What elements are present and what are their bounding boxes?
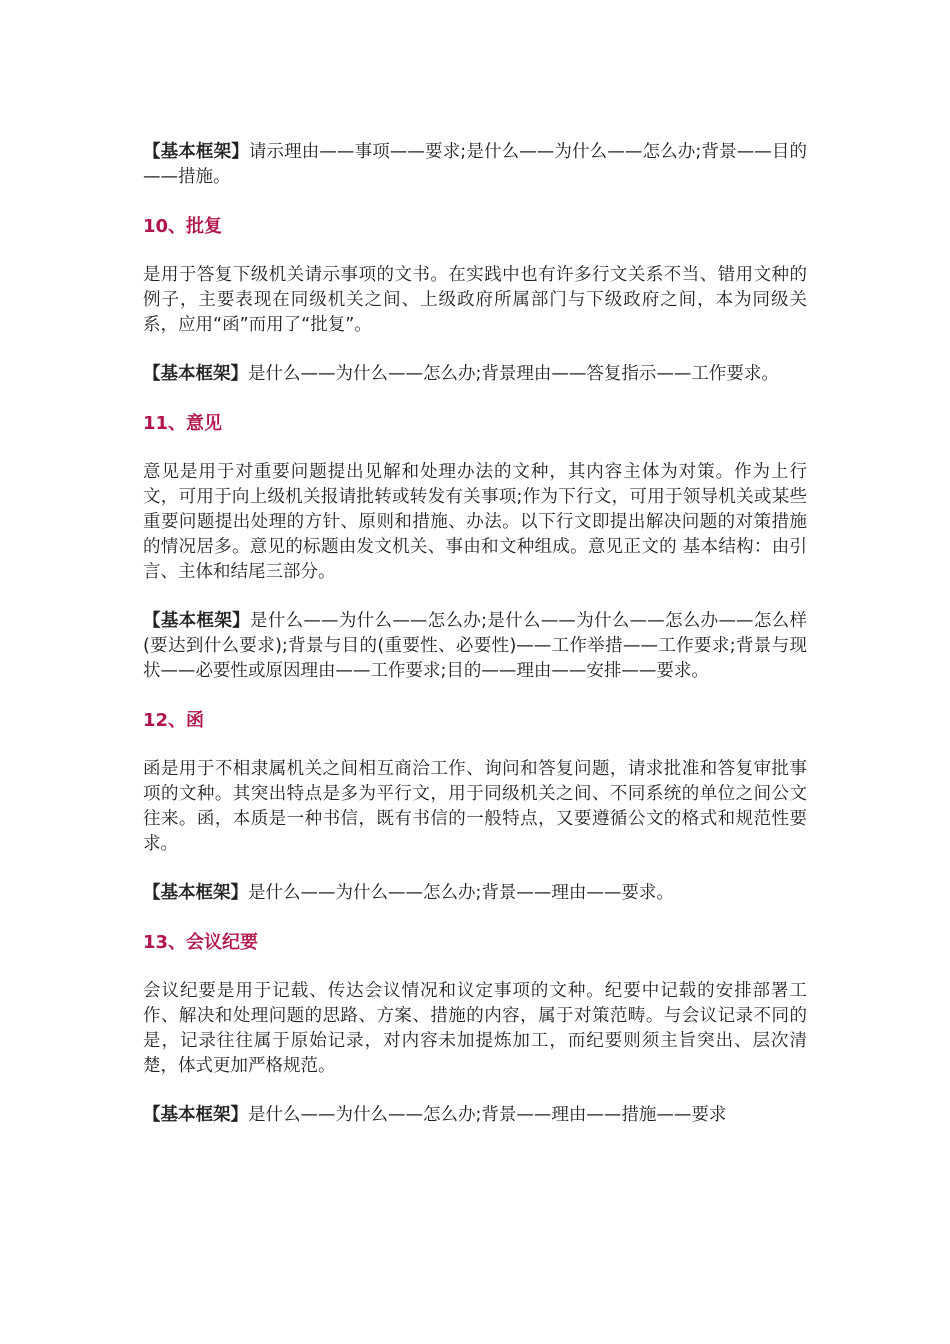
framework-text: 是什么——为什么——怎么办;背景——理由——措施——要求 xyxy=(248,1105,727,1125)
document-page xyxy=(143,140,807,1152)
body-paragraph: 意见是用于对重要问题提出见解和处理办法的文种，其内容主体为对策。作为上行文，可用于向上级机关报请批转或转发有关事项;作为下行文，可用于领导机关或某些重要问题提出处理的方针、原则和措施、办法。以下行文即提出解决问题的对策措施的情况居多。意见的标题由发文机关、事由和文种组成。意见正文的 基本结构：由引言、主体和结尾三部分。 xyxy=(143,462,807,582)
framework-label: 【基本框架】 xyxy=(143,883,248,903)
framework-text: 是什么——为什么——怎么办;是什么——为什么——怎么办——怎么样(要达到什么要求);背景与目的(重要性、必要性)——工作举措——工作要求;背景与现状——必要性或原因理由——工作要求;目的——理由——安排——要求。 xyxy=(143,611,808,681)
framework-paragraph xyxy=(143,140,807,190)
framework-text: 请示理由——事项——要求;是什么——为什么——怎么办;背景——目的——措施。 xyxy=(143,142,807,187)
framework-paragraph xyxy=(143,881,807,906)
body-paragraph: 是用于答复下级机关请示事项的文书。在实践中也有许多行文关系不当、错用文种的例子，主要表现在同级机关之间、上级政府所属部门与下级政府之间，本为同级关系，应用“函”而用了“批复”。 xyxy=(143,265,807,335)
framework-paragraph xyxy=(143,1103,807,1128)
section-heading-10: 10、批复 xyxy=(143,216,223,237)
body-paragraph: 会议纪要是用于记载、传达会议情况和议定事项的文种。纪要中记载的安排部署工作、解决和处理问题的思路、方案、措施的内容，属于对策范畴。与会议记录不同的是，记录往往属于原始记录，对内容未加提炼加工，而纪要则须主旨突出、层次清楚，体式更加严格规范。 xyxy=(143,981,807,1076)
body-paragraph: 函是用于不相隶属机关之间相互商洽工作、询问和答复问题，请求批准和答复审批事项的文种。其突出特点是多为平行文，用于同级机关之间、不同系统的单位之间公文往来。函，本质是一种书信，既有书信的一般特点，又要遵循公文的格式和规范性要求。 xyxy=(143,759,807,854)
framework-paragraph xyxy=(143,362,807,387)
framework-text: 是什么——为什么——怎么办;背景理由——答复指示——工作要求。 xyxy=(248,364,779,384)
framework-label: 【基本框架】 xyxy=(143,364,248,384)
framework-label: 【基本框架】 xyxy=(143,611,250,631)
framework-label: 【基本框架】 xyxy=(143,142,249,162)
framework-paragraph xyxy=(143,609,807,684)
section-heading-13: 13、会议纪要 xyxy=(143,932,259,953)
section-heading-11: 11、意见 xyxy=(143,413,223,434)
section-heading-12: 12、函 xyxy=(143,710,205,731)
framework-label: 【基本框架】 xyxy=(143,1105,248,1125)
framework-text: 是什么——为什么——怎么办;背景——理由——要求。 xyxy=(248,883,674,903)
